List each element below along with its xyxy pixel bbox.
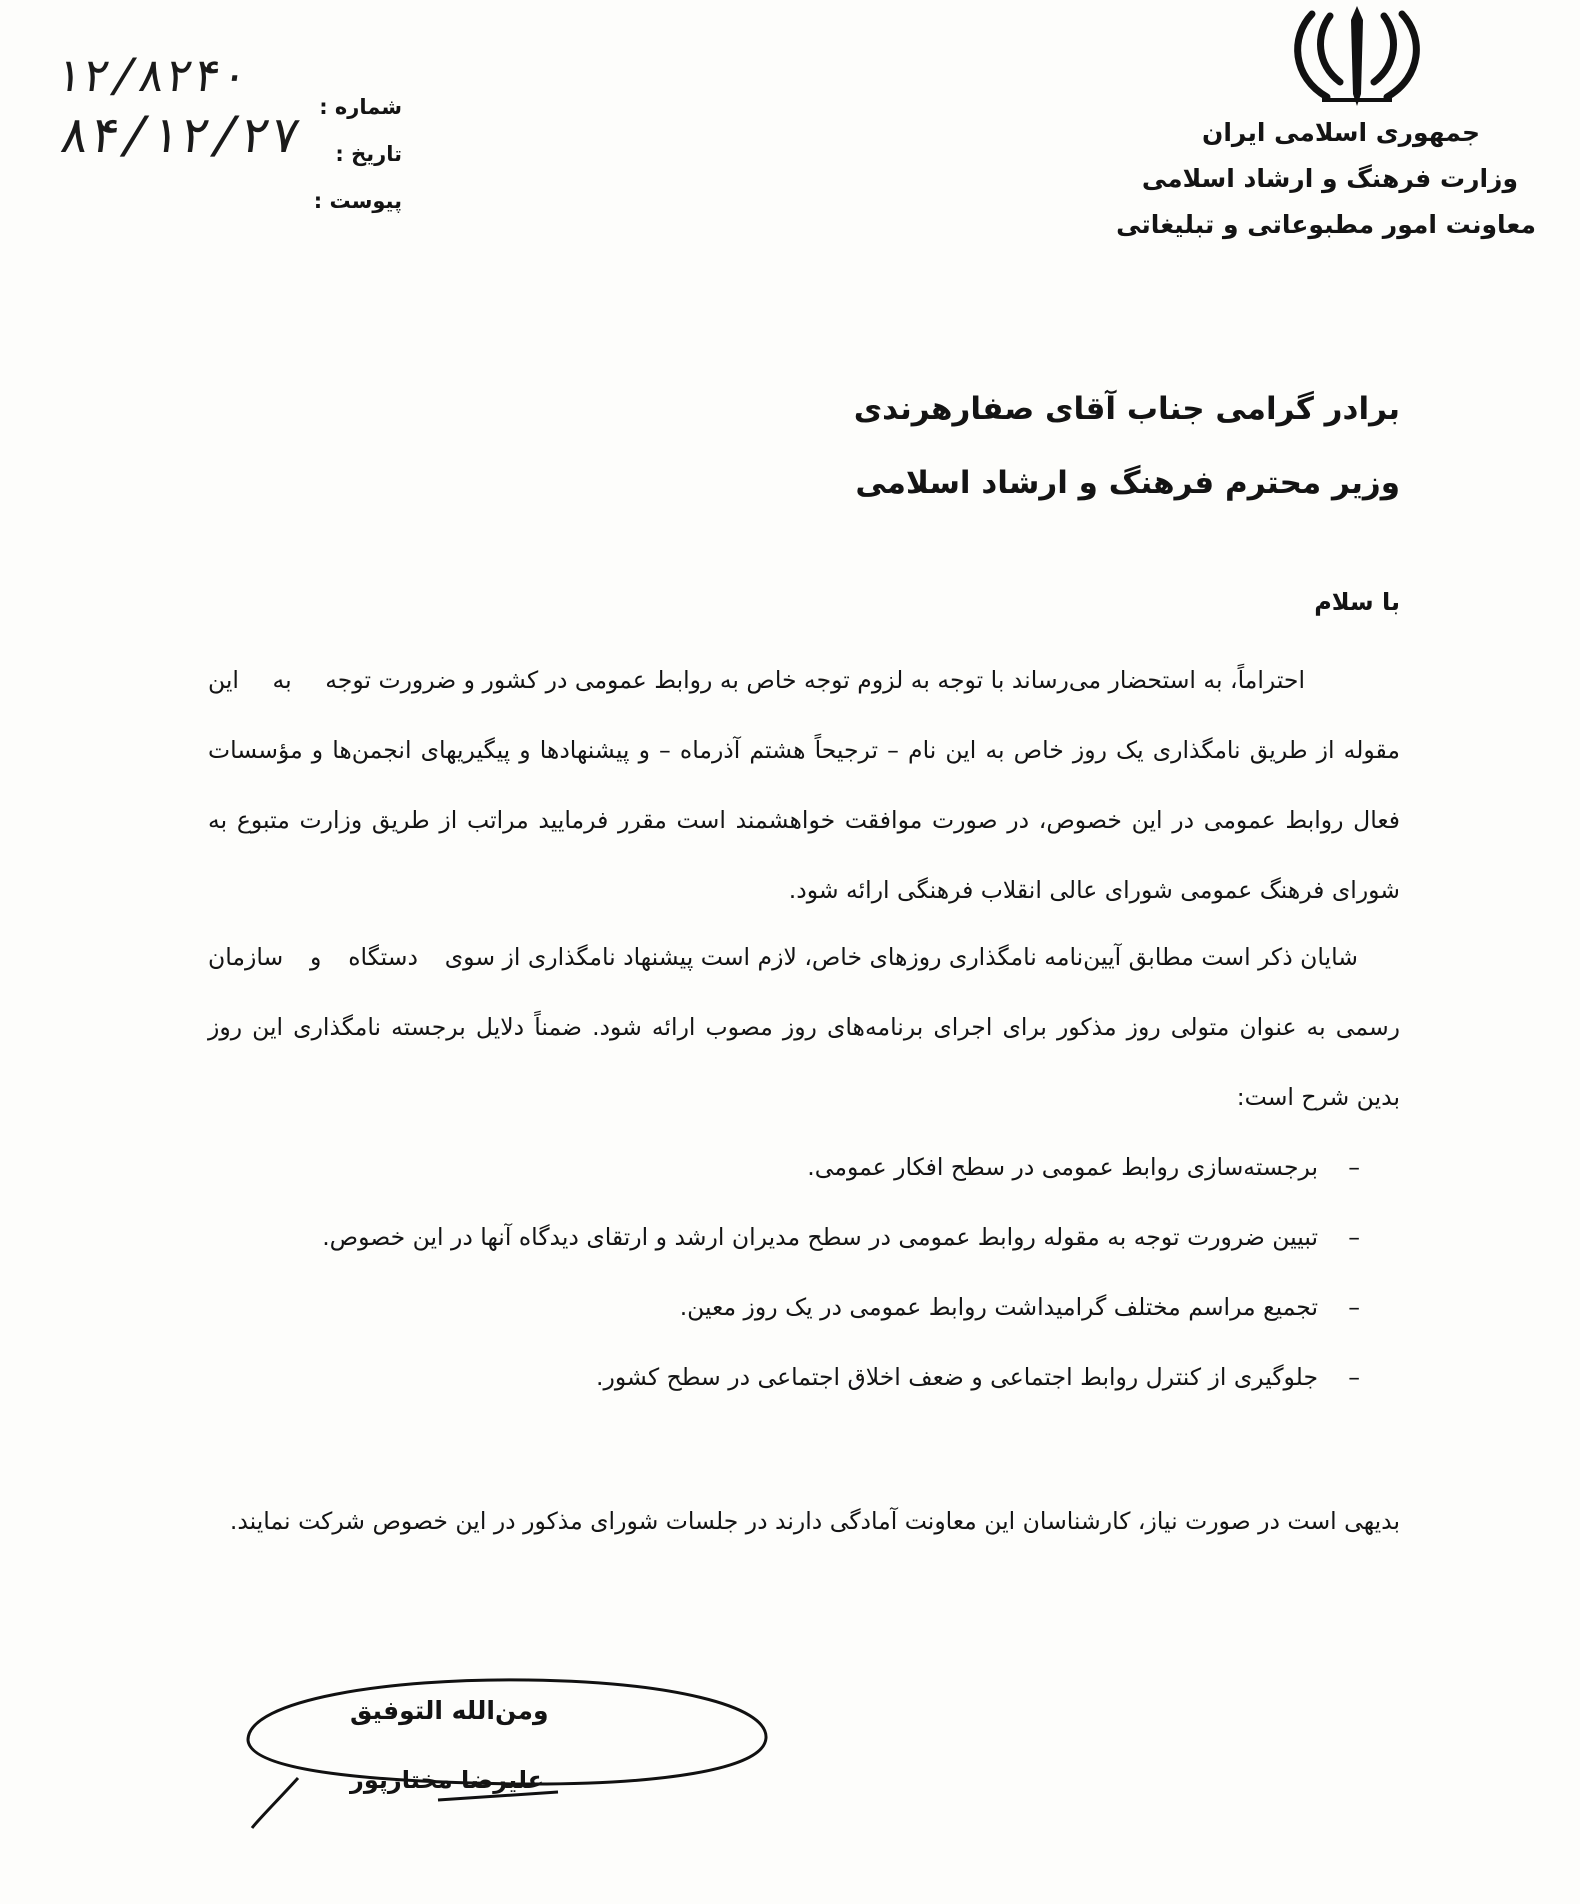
recipient-name: برادر گرامی جناب آقای صفارهرندی [853,391,1400,427]
reasons-list [208,1132,1360,1412]
paragraph-1 [208,645,1400,925]
iran-emblem-icon [1282,2,1432,110]
bullet-dash: – [1348,1153,1360,1181]
handwritten-letter-number: ۱۲/۸۲۴۰ [51,48,253,102]
letterhead-department: معاونت امور مطبوعاتی و تبلیغاتی [1116,210,1536,239]
signoff: ومن‌الله التوفیق [350,1696,549,1725]
closing-paragraph: بدیهی است در صورت نیاز، کارشناسان این معاونت آمادگی دارند در جلسات شورای مذکور در این خصوص شرکت نمایند. [229,1507,1400,1535]
number-label: شماره : [319,95,402,119]
paragraph-1-first-line: احتراماً، به استحضار می‌رساند با توجه به لزوم توجه خاص به روابط عمومی در کشور و ضرورت توجه [325,666,1305,694]
letterhead [1116,110,1536,248]
recipient-block [700,372,1400,520]
date-label: تاریخ : [335,142,402,166]
list-item [208,1202,1360,1272]
recipient-title: وزیر محترم فرهنگ و ارشاد اسلامی [855,465,1400,501]
list-item [208,1342,1360,1412]
bullet-dash: – [1348,1293,1360,1321]
list-item [208,1272,1360,1342]
paragraph-2-first-line: شایان ذکر است مطابق آیین‌نامه نامگذاری روزهای خاص، لازم است پیشنهاد نامگذاری از سوی [444,943,1358,971]
list-item-text: تبیین ضرورت توجه به مقوله روابط عمومی در سطح مدیران ارشد و ارتقای دیدگاه آنها در این خصوص. [322,1223,1318,1251]
list-item [208,1132,1360,1202]
handwritten-letter-date: ۸۴/۱۲/۲۷ [55,106,305,164]
letterhead-country: جمهوری اسلامی ایران [1202,118,1480,147]
attachment-label: پیوست : [313,189,402,213]
bullet-dash: – [1348,1223,1360,1251]
list-item-text: تجمیع مراسم مختلف گرامیداشت روابط عمومی در یک روز معین. [679,1293,1318,1321]
paragraph-2-rest: دستگاه و سازمان رسمی به عنوان متولی روز مذکور برای اجرای برنامه‌های روز مصوب ارائه شود. ضمناً دلایل برجسته نامگذاری این روز بدین شرح است: [208,943,1400,1111]
greeting: با سلام [1314,588,1400,616]
paragraph-2 [208,922,1400,1132]
list-item-text: جلوگیری از کنترل روابط اجتماعی و ضعف اخلاق اجتماعی در سطح کشور. [596,1363,1318,1391]
list-item-text: برجسته‌سازی روابط عمومی در سطح افکار عمومی. [807,1153,1318,1181]
signature-oval-icon [238,1660,778,1830]
signer-name: علیرضا مختارپور [350,1766,545,1794]
paragraph-1-rest: به این مقوله از طریق نامگذاری یک روز خاص به این نام – ترجیحاً هشتم آذرماه – و پیشنهادها و پیگیریهای انجمن‌ها و مؤسسات فعال روابط عمومی در این خصوص، در صورت موافقت خواهشمند است مقرر فرمایید مراتب از طریق وزارت متبوع به شورای فرهنگ عمومی شورای عالی انقلاب فرهنگی ارائه شود. [208,666,1400,904]
letterhead-ministry: وزارت فرهنگ و ارشاد اسلامی [1141,164,1518,193]
letter-meta [292,84,402,225]
bullet-dash: – [1348,1363,1360,1391]
